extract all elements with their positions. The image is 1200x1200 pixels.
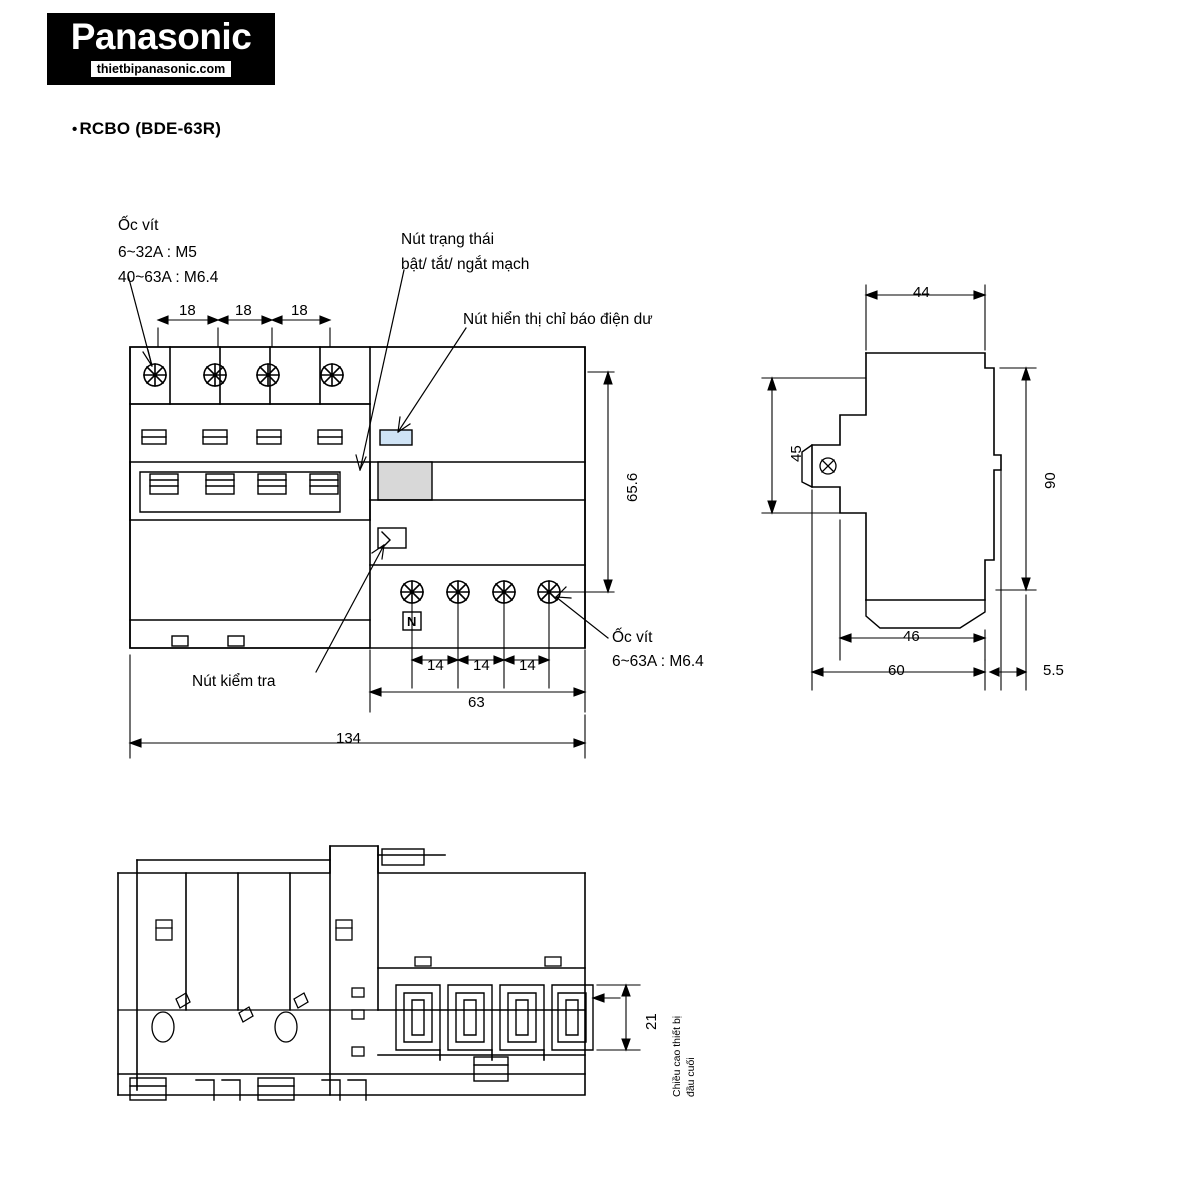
marking-neutral: N	[407, 614, 417, 629]
dim-front-height: 65.6	[624, 472, 641, 502]
dim-side-depth-5-5: 5.5	[1043, 662, 1064, 679]
label-screw-top-line1: 6~32A : M5	[118, 244, 197, 261]
label-indicator-button: Nút hiển thị chỉ báo điện dư	[463, 311, 653, 328]
brand-name: Panasonic	[70, 16, 252, 57]
label-terminal-height-line1: Chiều cao thiết bị	[671, 1015, 683, 1097]
dim-side-height-45: 45	[788, 445, 805, 462]
dim-bottom-pitch-14-3: 14	[519, 657, 536, 674]
dim-pitch-18-1: 18	[179, 302, 196, 319]
label-status-button-line1: Nút trạng thái	[401, 231, 495, 248]
label-screw-bottom-spec: 6~63A : M6.4	[612, 653, 704, 670]
dim-bottom-pitch-14-2: 14	[473, 657, 490, 674]
dim-bottom-pitch-14-1: 14	[427, 657, 444, 674]
page-title-text: RCBO (BDE-63R)	[79, 119, 222, 138]
bullet-icon: •	[72, 121, 78, 139]
dim-rcd-width-63: 63	[468, 694, 485, 711]
dim-pitch-18-2: 18	[235, 302, 252, 319]
dim-terminal-height-21: 21	[643, 1013, 660, 1030]
dim-total-width-134: 134	[336, 730, 362, 747]
label-status-button-line2: bật/ tắt/ ngắt mạch	[401, 256, 530, 273]
dim-side-height-90: 90	[1042, 472, 1059, 489]
brand-website: thietbipanasonic.com	[91, 61, 232, 77]
dim-pitch-18-3: 18	[291, 302, 308, 319]
label-screw-top-title: Ốc vít	[118, 217, 159, 234]
dim-side-width-46: 46	[903, 628, 920, 645]
label-screw-top-line2: 40~63A : M6.4	[118, 269, 219, 286]
label-screw-bottom-title: Ốc vít	[612, 629, 653, 646]
dim-side-width-44: 44	[913, 284, 930, 301]
label-terminal-height-line2: đầu cuối	[685, 1057, 697, 1097]
label-test-button: Nút kiểm tra	[192, 673, 276, 690]
dim-side-width-60: 60	[888, 662, 905, 679]
